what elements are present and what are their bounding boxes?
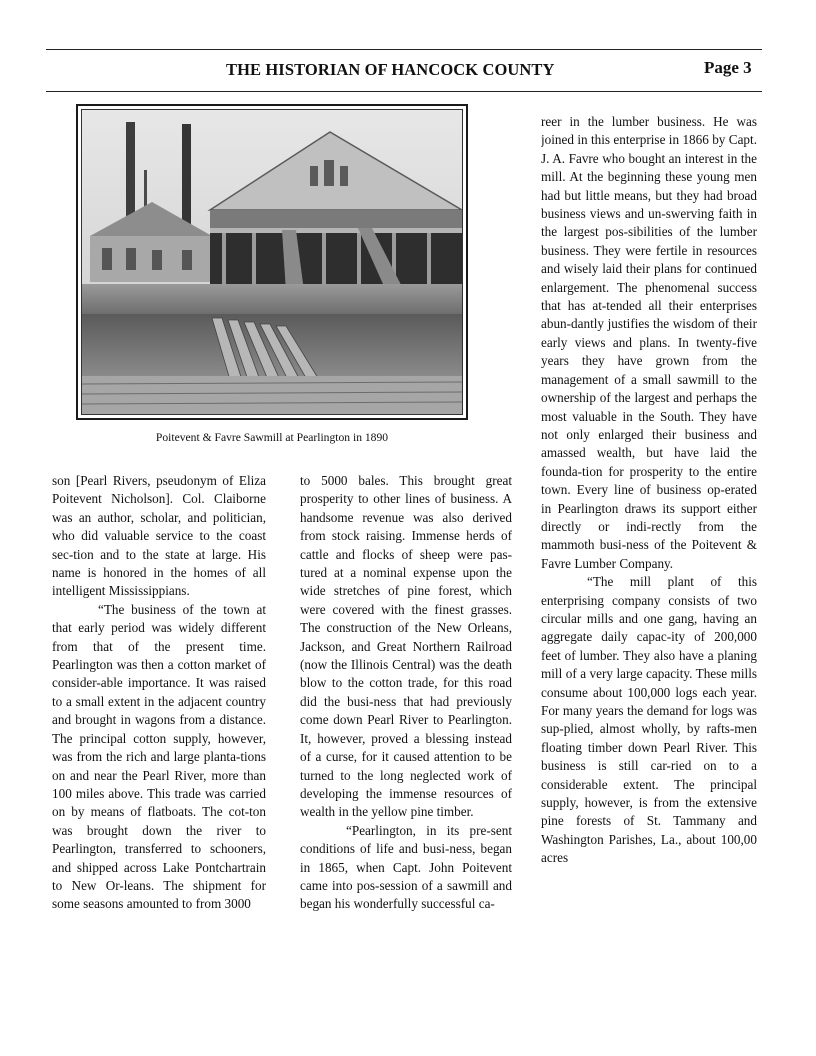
column-3-paragraph-2: “The mill plant of this enterprising company consists of two circular mills and one gang, having an aggregate daily capac-ity of 200,000 feet of lumber. They also have a planing mill of a very large capacity. These mills consume about 100,000 logs each year. For many years the demand for logs was sup-plied, almost wholly, by rafts-men floating timber down Pearl River. This business is still car-ried on to a considerable extent. The principal supply, however, is from the extensive pine forests of St. Tammany and Washington Parishes, La., about 100,00 acres bbox=[541, 574, 757, 866]
article-column-2 bbox=[300, 472, 512, 1012]
photo-caption: Poitevent & Favre Sawmill at Pearlington in 1890 bbox=[155, 431, 389, 444]
header-rule-top bbox=[46, 49, 762, 50]
sawmill-illustration bbox=[82, 110, 462, 414]
column-3-paragraph-1: reer in the lumber business. He was joined in this enterprise in 1866 by Capt. J. A. Favre who bought an interest in the mill. At the beginning these young men had but little means, but they had broad business views and un-swerving faith in the largest pos-sibilities of the lumber business. They were fertile in resources and wisely laid their plans for continued enlargement. The phenomenal success that has at-tended all their enterprises abun-dantly justifies the wisdom of their early views and plans. In twenty-five years they have grown from the management of a small sawmill to the ownership of the largest and perhaps the most valuable in the South. They have not only enlarged their business and amassed wealth, but have laid the founda-tion for prosperity to the entire town. Every line of business op-erated in Pearlington draws its support either directly or indi-rectly from the mammoth busi-ness of the Poitevent & Favre Lumber Company. bbox=[541, 114, 757, 571]
column-1-paragraph-2: “The business of the town at that early period was widely different from that of the present time. Pearlington was then a cotton market of consider-able importance. It was raised to a small extent in the adjacent country and brought in wagons from a distance. The principal cotton supply, however, was from the rich and large planta-tions on and near the Pearl River, more than 100 miles above. This trade was carried on by means of flatboats. The cot-ton was brought down the river to Pearlington, transferred to schooners, and shipped across Lake Pontchartrain to New Or-leans. The shipment for some seasons amounted to from 3000 bbox=[52, 601, 266, 912]
sawmill-photo bbox=[76, 104, 468, 420]
column-2-paragraph-2: “Pearlington, in its pre-sent conditions of life and busi-ness, began in 1865, when Capt. John Poitevent came into pos-session of a sawmill and began his wonderfully successful ca- bbox=[300, 822, 512, 912]
column-1-paragraph-1: son [Pearl Rivers, pseudonym of Eliza Poitevent Nicholson]. Col. Claiborne was an author, scholar, and politician, who did valuable service to the coast sec-tion and to the state at large. His name is honored in the homes of all intelligent Mississippians. bbox=[52, 473, 266, 599]
newsletter-title: THE HISTORIAN OF HANCOCK COUNTY bbox=[226, 60, 555, 79]
column-2-paragraph-1: to 5000 bales. This brought great prosperity to other lines of business. A handsome revenue was also derived from stock raising. Immense herds of cattle and flocks of sheep were pas-tured at a nominal expense upon the wide stretches of pine forest, which were covered with the finest grasses. The construction of the New Orleans, Jackson, and Great Northern Railroad (now the Illinois Central) was the death blow to the cotton trade, for this road did the busi-ness that had previously come down Pearl River to Pearlington. It, however, proved a blessing instead of a curse, for it caused attention to be turned to the long neglected work of developing the immense resources of wealth in the yellow pine timber. bbox=[300, 473, 512, 820]
article-column-3 bbox=[541, 113, 757, 1013]
sawmill-photo-image bbox=[81, 109, 463, 415]
article-column-1 bbox=[52, 472, 266, 1012]
page-number: Page 3 bbox=[704, 58, 752, 77]
header-rule-bottom bbox=[46, 91, 762, 92]
